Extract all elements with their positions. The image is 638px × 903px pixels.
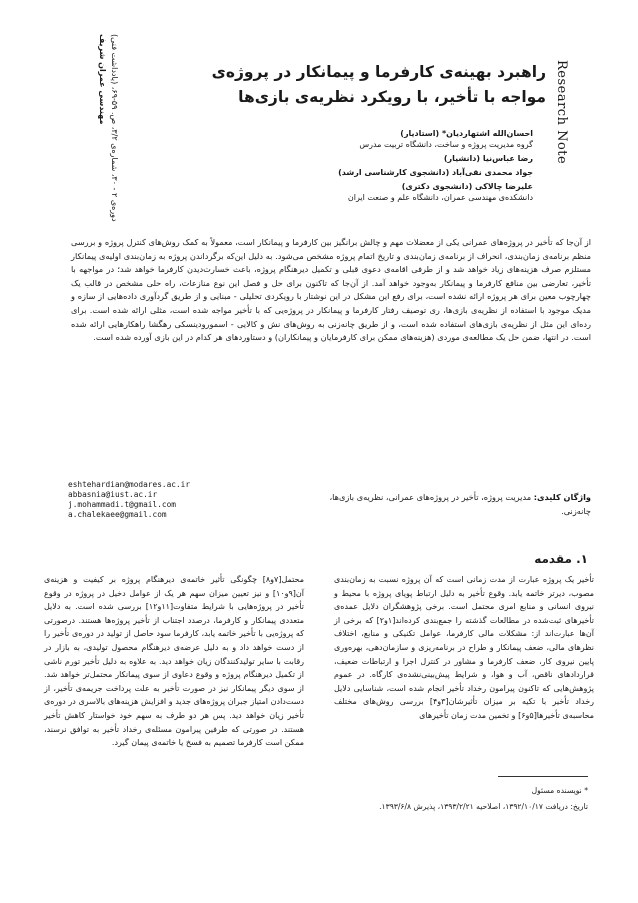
email-address: eshtehardian@modares.ac.ir bbox=[68, 480, 191, 489]
footnote-divider bbox=[498, 776, 588, 777]
intro-column-left: محتمل[۷و۸] چگونگی تأثیر خاتمه‌ی دیرهنگام پروژه بر کیفیت و هزینه‌ی آن[۹و۱۰] و نیز تعیین میزان سهم هر یک از عوامل دخیل در پروژه در وقوع تأخیر در پروژه‌هایی با شرایط متفاوت[۱۱و۱۲] بررسی شده است. به دلایل متعددی پیمانکار و کارفرما، درصدد اجتناب از تأخیر پروژه‌ها هستند. درصورتی که پروژه‌یی با تأخیر خاتمه یابد، کارفرما سود حاصل از تولید در دوره‌ی تأخیر را از دست خواهد داد و به دلیل عرضه‌ی دیرهنگام محصول تولیدی، به بازار در رقابت با سایر تولیدکنندگان زیان خواهد دید. به علاوه به دلیل تأخیر تورم ناشی از تکمیل دیرهنگام پروژه و وقوع دعاوی از سوی پیمانکار محتمل‌تر خواهد شد. از سوی دیگر پیمانکار نیز در صورت تأخیر به علت پرداخت جریمه‌ی تأخیر، از دست‌دادن امتیاز جبران پروژه‌های جدید و افزایش هزینه‌های بالاسری در دوره‌ی تأخیر زیان خواهد دید. پس هر دو طرف به سهم خود خواستار کاهش تأخیر هستند. در صورتی که طرفین پیرامون مسئله‌ی رخداد تأخیر به توافق نرسند، ممکن است کارفرما تصمیم به فسخ یا خاتمه‌ی پیمان گیرد. bbox=[44, 575, 304, 748]
author-block bbox=[233, 128, 533, 206]
keywords-label: واژگان کلیدی: bbox=[533, 492, 591, 502]
footnotes bbox=[326, 783, 588, 815]
section-heading-introduction: ۱. مقدمه bbox=[534, 552, 588, 566]
author-name: احسان‌الله اشتهاردیان* (استادیار) bbox=[400, 129, 533, 138]
research-note-text: Research Note bbox=[554, 60, 569, 165]
journal-issue: دوره‌ی ۲ - ۳۰، شماره‌ی ۳/۲، ص. ۵۹-۶۹، (یادداشت فنی) bbox=[110, 34, 119, 222]
email-address: abbasnia@iust.ac.ir bbox=[68, 490, 158, 499]
author-affiliation: دانشکده‌ی مهندسی عمران، دانشگاه علم و صنعت ایران bbox=[347, 193, 533, 202]
journal-name: مهندسی عمران شریف bbox=[98, 34, 107, 125]
keywords-block bbox=[301, 490, 591, 518]
keywords-list: مدیریت پروژه، تأخیر در پروژه‌های عمرانی، نظریه‌ی بازی‌ها، چانه‌زنی. bbox=[329, 492, 591, 516]
author-name: علیرضا چالاکی (دانشجوی دکتری) bbox=[401, 182, 533, 191]
author-name: رضا عباس‌نیا (دانشیار) bbox=[443, 154, 533, 163]
author-name: جواد محمدی نقی‌آباد (دانشجوی کارشناسی ارشد) bbox=[338, 168, 533, 177]
abstract-text: از آن‌جا که تأخیر در پروژه‌های عمرانی یکی از معضلات مهم و چالش برانگیز بین کارفرما و پیمانکار است، معمولاً به کمک روش‌های کنترل پروژه و بررسی منظم برنامه‌ی زمان‌بندی، انحراف از برنامه‌ی زمان‌بندی و تاریخ اتمام پروژه مشخص می‌شود. به دلیل این‌که برگرداندن پروژه به زمان‌بندی اولیه‌ی پیمانکار مستلزم صرف هزینه‌های زیاد خواهد شد و از طرفی اقامه‌ی دعوی قبلی و تکمیل دیرهنگام پروژه، باعث خسارت‌دیدن کارفرما خواهد شد؛ در مواجهه با تأخیر، تعارضی بین منافع کارفرما و پیمانکار به‌وجود خواهد آمد. از آن‌جا که تاکنون برای حل و فصل این نوع منازعات، راه حلی مشخص در قالب یک چهارچوب معین برای هر پروژه ارائه نشده است، برای رفع این مشکل در این نوشتار با رویکردی تحلیلی - مبنایی و از طریق گردآوری داده‌هایی از سازه و مدیک موجود با استفاده از نظریه‌ی بازی‌ها، ری توصیف رفتار کارفرما و پیمانکار در پروژه‌یی که با تأخیر مواجه شده است، مثلی ارائه شده است. برای رده‌ای این مثل از نظریه‌ی بازی‌های استفاده شده است، و از طریق چانه‌زنی به روش‌های نش و کالایی - اسمورودینسکی رهگشا راهکارهایی ارائه شده است. در انتها، ضمن حل یک مطالعه‌ی موردی (هزینه‌های ممکن برای کارفرمایان و پیمانکاران) و دستاوردهای هر کدام در این بازی آورده شده است. bbox=[71, 237, 591, 343]
email-address: j.mohammadi.t@gmail.com bbox=[68, 500, 176, 509]
email-address: a.chalekaee@gmail.com bbox=[68, 510, 167, 519]
footnote-dates: تاریخ: دریافت ۱۳۹۲/۱۰/۱۷، اصلاحیه ۱۳۹۳/۲/۲۱، پذیرش ۱۳۹۳/۶/۸. bbox=[379, 802, 588, 811]
journal-side-info bbox=[95, 34, 125, 244]
email-list bbox=[68, 480, 228, 520]
footnote-corresponding: * نویسنده مسئول bbox=[531, 786, 588, 795]
intro-column-right: تأخیر یک پروژه عبارت از مدت زمانی است که آن پروژه نسبت به زمان‌بندی مصوب، دیرتر خاتمه یابد. وقوع تأخیر به دلیل ارتباط پویای پروژه با محیط و نیروی انسانی و منابع امری محتمل است. برخی پژوهشگران دلایل عمده‌ی تأخیرهای ثبت‌شده در مطالعات گذشته را جمع‌بندی کرده‌اند[۱و۲] که برخی از آن‌ها عبارت‌اند از: مشکلات مالی کارفرما، عوامل تکنیکی و منابع، اختلاف نظرهای مالی، ضعف پیمانکار و طراح در برنامه‌ریزی و سازمان‌دهی، بهره‌وری پایین نیروی کار، ضعف کارفرما و مشاور در کنترل اجرا و ارتباطات ضعیف، قراردادهای ناقص، آب و هوا، و شرایط پیش‌بینی‌نشده‌ی کارگاه. در عموم پژوهش‌هایی که تاکنون پیرامون رخداد تأخیر انجام شده است، شناسایی دلایل رخداد تأخیر با تکیه بر میزان تأثیرشان[۳و۴] بررسی روش‌های مختلف محاسبه‌ی تأخیرها[۵و۶] و تخمین مدت زمان تأخیرهای bbox=[334, 575, 594, 720]
paper-title: راهبرد بهینه‌ی کارفرما و پیمانکار در پروژه‌ی مواجه با تأخیر، با رویکرد نظریه‌ی بازی‌ها bbox=[211, 63, 546, 106]
research-note-label bbox=[547, 60, 571, 170]
author-affiliation: گروه مدیریت پروژه و ساخت، دانشگاه تربیت مدرس bbox=[359, 140, 533, 149]
